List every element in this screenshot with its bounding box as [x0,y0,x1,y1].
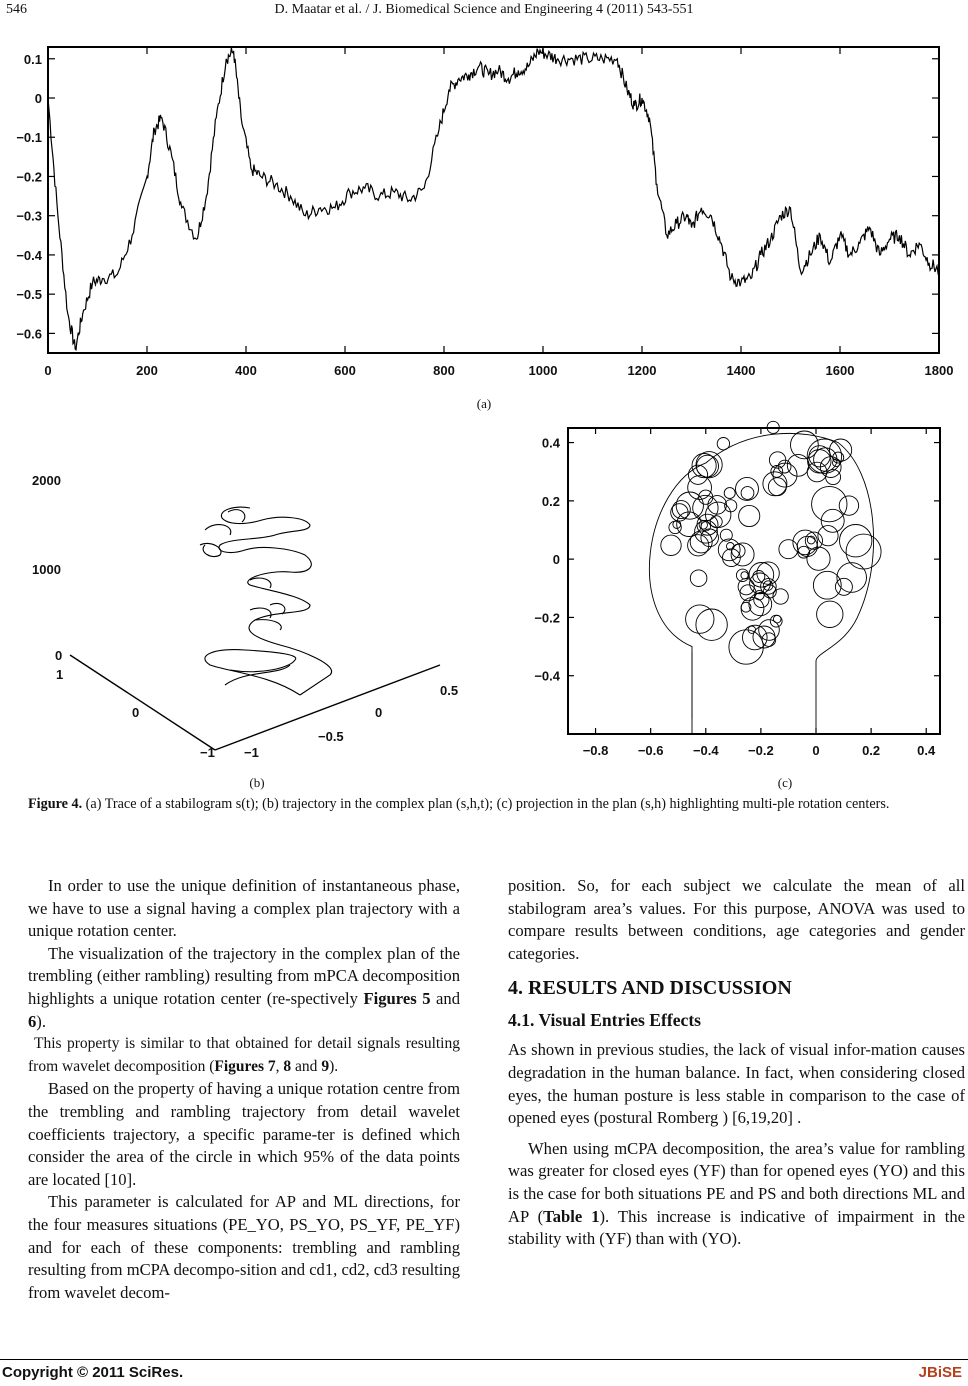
x-tick-label: 1800 [924,363,954,378]
panel-label-b: (b) [249,775,265,790]
chart-a [0,30,968,390]
rotation-loop [839,496,858,515]
rotation-loop [741,487,754,500]
axis1-tick-label: −1 [200,745,215,760]
rotation-loop [759,620,780,641]
axis1-tick-label: 0 [132,705,140,720]
paragraph: Based on the property of having a unique rotation centre from the trembling and rambling trajectory from detail wavelet coefficients trajectory, a specific parame-ter is defined which consider the area of the circle in which 95% of the data points are located [10]. [28,1079,460,1189]
paragraph: This property is similar to that obtained for detail signals resulting from wavelet decomposition (Figures 7, 8 and 9). [28,1035,460,1075]
y-tick-label: 0.2 [541,493,560,509]
rotation-loop [840,525,872,557]
axis2-tick-label: −1 [244,745,259,760]
x-tick-label: 1200 [627,363,657,378]
y-tick-label: −0.6 [16,326,42,342]
paragraph: When using mCPA decomposition, the area’s value for rambling was greater for closed eyes (YF) than for opened eyes (YO) and this is the case for both situations PE and PS and both directions ML and AP (Table 1). This increase is indicative of impairment in the stability with (YF) than with (YO). [508,1138,965,1249]
rotation-loop [724,488,735,499]
z-tick-label: 0 [55,648,63,663]
rotation-loop [661,535,681,555]
rotation-loop [717,438,729,450]
y-tick-label: 0.1 [23,51,42,67]
paragraph: position. So, for each subject we calculate the mean of all stabilogram area’s values. For this purpose, ANOVA was used to compare results between conditions, age categories and gender categories. [508,876,965,963]
paragraph: As shown in previous studies, the lack of visual infor-mation causes degradation in the human balance. In fact, when considering closed eyes, the human posture is less stable in comparison to the case of opened eyes (postural Romberg ) [6,19,20] . [508,1040,965,1128]
x-tick-label: −0.6 [637,743,664,758]
paragraph: The visualization of the trajectory in the complex plan of the trembling (either rambling) resulting from mPCA decomposition highlights a unique rotation center (re-spectively Figures 5 and 6). [28,943,460,1031]
x-tick-label: −0.8 [582,743,609,758]
rotation-loop [688,465,707,484]
x-tick-label: 400 [235,363,257,378]
x-tick-label: −0.2 [748,743,774,758]
rotation-loop [739,505,760,526]
x-tick-label: 0 [44,363,52,378]
body-left-column [28,875,460,1304]
axis1-tick-label: 1 [56,667,64,682]
rotation-loop [835,578,852,595]
rotation-loop [805,532,822,549]
rotation-loop [763,472,787,496]
x-tick-label: 1600 [825,363,855,378]
stabilogram-series [48,48,939,350]
z-tick-label: 1000 [32,562,61,577]
figure-caption [28,796,944,813]
y-tick-label: −0.5 [16,287,42,303]
y-tick-label: −0.4 [16,247,42,263]
y-tick-label: 0.4 [541,435,560,451]
section-title: 4. RESULTS AND DISCUSSION [508,977,792,1000]
panel-label-a: (a) [476,396,492,411]
x-tick-label: 1400 [726,363,756,378]
axis2-tick-label: 0.5 [440,683,459,698]
x-tick-label: 200 [136,363,158,378]
rotation-loop [791,431,819,459]
y-tick-label: −0.3 [16,208,42,224]
footer-journal: JBiSE [918,1364,962,1381]
axis2-tick-label: 0 [375,705,383,720]
y-tick-label: −0.1 [16,130,42,146]
rotation-loop [738,579,754,595]
x-tick-label: 600 [334,363,356,378]
y-tick-label: −0.2 [534,610,560,626]
body-right-column [508,875,965,1251]
rotation-loop [731,543,754,566]
subsection-title: 4.1. Visual Entries Effects [508,1010,702,1031]
chart-c [520,420,960,758]
rotation-loop [773,589,788,604]
x-tick-label: 0 [812,743,820,758]
z-tick-label: 2000 [32,473,61,488]
rotation-loop [736,477,759,500]
panel-label-c: (c) [777,775,793,790]
rotation-loop [690,570,707,587]
x-tick-label: −0.4 [692,743,719,758]
y-tick-label: −0.2 [16,169,42,185]
x-tick-label: 0.2 [862,743,881,758]
x-tick-label: 1000 [528,363,558,378]
paragraph: In order to use the unique definition of instantaneous phase, we have to use a signal having a complex plan trajectory with a unique rotation center. [28,876,460,941]
axis2-tick-label: −0.5 [318,729,344,744]
trajectory-3d [200,507,332,695]
caption-text: (a) Trace of a stabilogram s(t); (b) trajectory in the complex plan (s,h,t); (c) projection in the plan (s,h) highlighting multi-ple rotation centers. [82,796,890,812]
page-number: 546 [6,2,27,17]
paragraph: This parameter is calculated for AP and ML directions, for the four measures situations (PE_YO, PS_YO, PS_YF, PE_YF) and for each of these components: trembling and rambling resulting from mCPA decompo-sition and cd1, cd2, cd3 resulting from wavelet decom- [28,1192,460,1302]
axis-b-frame [70,655,440,750]
running-header: D. Maatar et al. / J. Biomedical Science and Engineering 4 (2011) 543-551 [274,2,694,17]
rotation-loop [812,486,847,521]
rotation-loop [807,547,830,570]
y-tick-label: 0 [552,552,560,568]
rotation-loop [813,571,841,599]
rotation-loop [686,605,714,633]
rotation-loop [817,601,843,627]
rotation-loop [696,609,727,640]
x-tick-label: 0.4 [917,743,936,758]
caption-label: Figure 4. [28,796,83,812]
footer-rule [0,1359,968,1360]
x-tick-label: 800 [433,363,455,378]
y-tick-label: −0.4 [534,668,560,684]
rotation-loop [729,630,763,664]
rotation-loop [846,534,881,569]
footer-copyright: Copyright © 2011 SciRes. [2,1364,184,1381]
rotation-loop [741,572,748,579]
y-tick-label: 0 [34,91,42,106]
rotation-loop [741,597,764,620]
chart-b [0,460,500,770]
